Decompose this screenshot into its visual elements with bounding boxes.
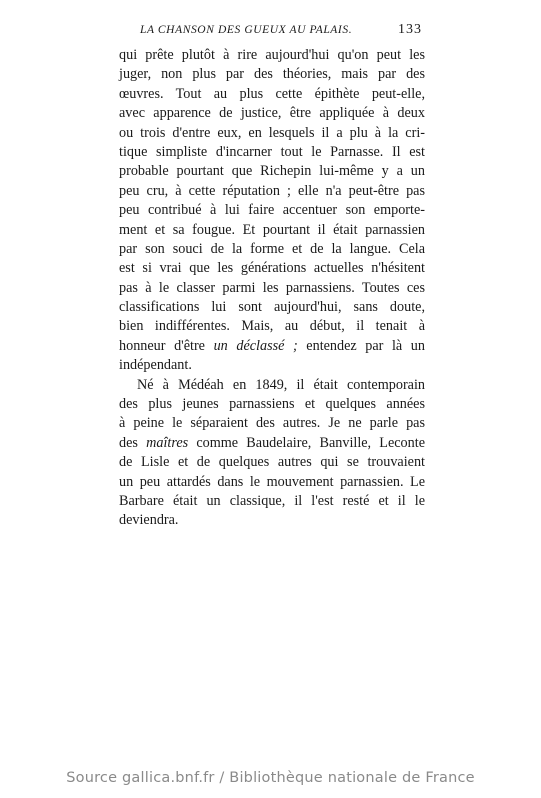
text-line [119, 104, 425, 123]
text-run: est si vrai que les générations actuelles n'hésitent [119, 260, 425, 277]
text-run: deviendra. [119, 512, 179, 529]
italic-text: maîtres [146, 434, 189, 451]
text-run: Barbare était un classique, il l'est resté et il le [119, 492, 425, 509]
text-run: ment et sa fougue. Et pourtant il était parnassien [119, 221, 425, 238]
text-run: œuvres. Tout au plus cette épithète peut-elle, [119, 85, 425, 102]
text-line [119, 434, 425, 453]
text-line [119, 201, 425, 220]
text-run: entendez par là un [297, 337, 425, 354]
text-run: indépendant. [119, 357, 192, 374]
text-run: bien indifférentes. Mais, au début, il tenait à [119, 318, 425, 335]
text-line [119, 124, 425, 143]
text-line [119, 356, 425, 375]
text-line [119, 317, 425, 336]
text-line [119, 162, 425, 181]
text-run: comme Baudelaire, Banville, Leconte [188, 434, 425, 451]
text-run: par son souci de la forme et de la langue. Cela [119, 240, 425, 257]
text-line [119, 85, 425, 104]
body-text [119, 46, 425, 531]
text-line [119, 298, 425, 317]
text-line [119, 414, 425, 433]
text-run: des [119, 434, 147, 451]
text-run: juger, non plus par des théories, mais par des [119, 66, 425, 83]
text-line [119, 143, 425, 162]
text-line [119, 259, 425, 278]
running-title: LA CHANSON DES GUEUX AU PALAIS. [140, 24, 353, 36]
text-run: des plus jeunes parnassiens et quelques années [119, 396, 425, 413]
text-run: de Lisle et de quelques autres qui se trouvaient [119, 454, 425, 471]
text-line [119, 376, 425, 395]
text-run: honneur d'être [119, 337, 214, 354]
text-run: classifications lui sont aujourd'hui, sans doute, [119, 299, 425, 316]
text-run: qui prête plutôt à rire aujourd'hui qu'on peut les [119, 47, 425, 63]
text-run: peu contribué à lui faire accentuer son emporte- [119, 202, 425, 219]
text-run: peu cru, à cette réputation ; elle n'a peut-être pas [119, 182, 425, 199]
text-run: un peu attardés dans le mouvement parnassien. Le [119, 473, 425, 490]
text-line [119, 511, 425, 530]
text-run: Né à Médéah en 1849, il était contemporain [137, 376, 425, 393]
text-run: probable pourtant que Richepin lui-même y a un [119, 163, 425, 180]
text-line [119, 65, 425, 84]
text-line [119, 46, 425, 65]
text-run: pas à le classer parmi les parnassiens. Toutes ces [119, 279, 425, 296]
text-run: avec apparence de justice, être appliquée à deux [119, 105, 425, 122]
text-line [119, 182, 425, 201]
text-line [119, 337, 425, 356]
text-line [119, 453, 425, 472]
source-footer: Source gallica.bnf.fr / Bibliothèque nationale de France [66, 770, 475, 786]
text-run: ou trois d'entre eux, en lesquels il a plu à la cri- [119, 124, 425, 141]
text-line [119, 279, 425, 298]
text-line [119, 240, 425, 259]
text-line [119, 473, 425, 492]
text-line [119, 492, 425, 511]
text-line [119, 395, 425, 414]
text-run: tique simpliste d'incarner tout le Parnasse. Il est [119, 143, 425, 160]
italic-text: un déclassé ; [213, 337, 298, 354]
page-number: 133 [398, 22, 422, 37]
text-line [119, 221, 425, 240]
text-run: à peine le séparaient des autres. Je ne parle pas [119, 415, 425, 432]
